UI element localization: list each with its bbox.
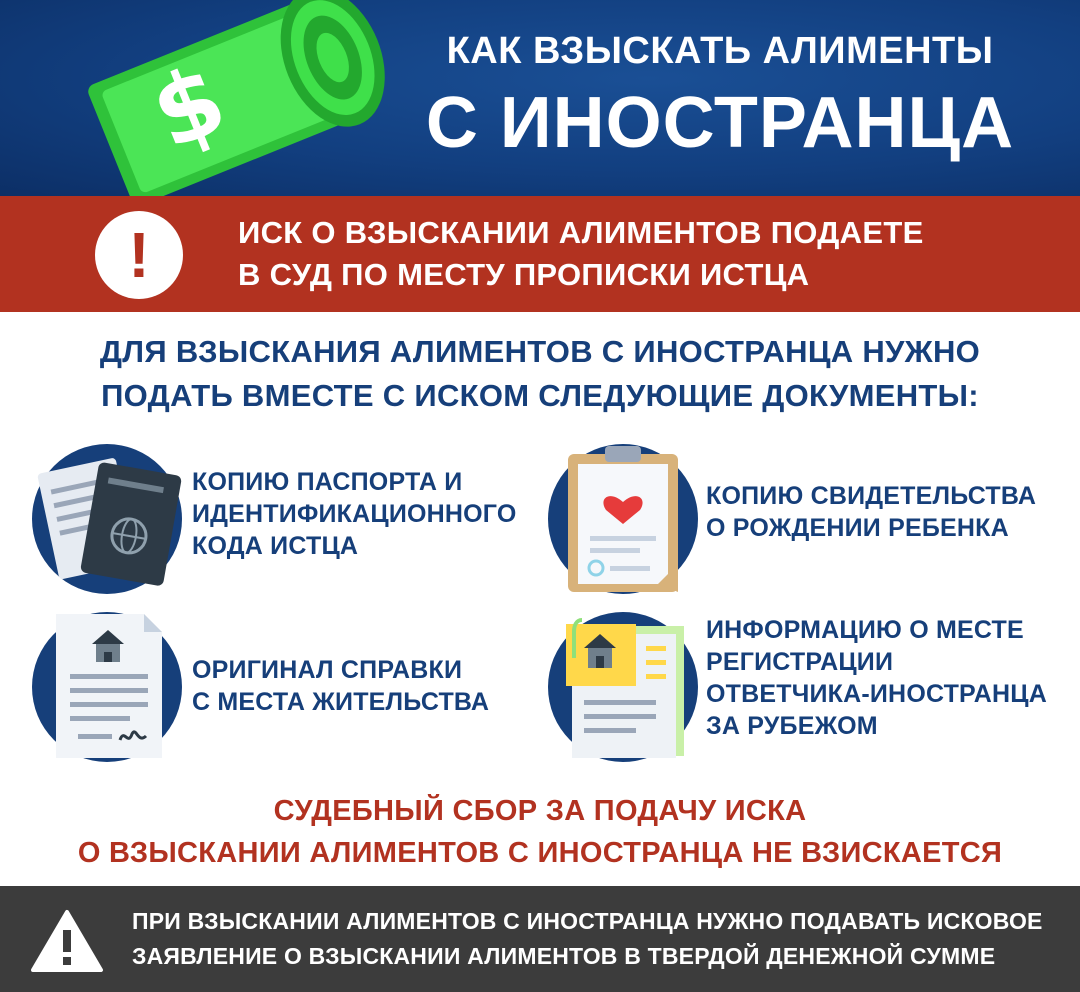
document-label-registration-info: ИНФОРМАЦИЮ О МЕСТЕ РЕГИСТРАЦИИ ОТВЕТЧИКА-ИНОСТРАНЦА ЗА РУБЕЖОМ <box>706 616 1047 740</box>
registration-info-icon <box>560 608 700 764</box>
warning-band <box>0 886 1080 992</box>
document-label-birth-certificate: КОПИЮ СВИДЕТЕЛЬСТВА О РОЖДЕНИИ РЕБЕНКА <box>706 482 1037 542</box>
notice-line-2: В СУД ПО МЕСТУ ПРОПИСКИ ИСТЦА <box>238 257 810 292</box>
fee-line-1: СУДЕБНЫЙ СБОР ЗА ПОДАЧУ ИСКА <box>273 795 807 827</box>
header-banner <box>0 0 1080 196</box>
document-item-registration-info <box>540 608 1080 768</box>
exclamation-icon: ! <box>95 211 183 299</box>
document-label-passport: КОПИЮ ПАСПОРТА И ИДЕНТИФИКАЦИОННОГО КОДА ИСТЦА <box>192 468 517 560</box>
documents-intro <box>40 330 1040 418</box>
document-label-residence-certificate: ОРИГИНАЛ СПРАВКИ С МЕСТА ЖИТЕЛЬСТВА <box>192 656 490 716</box>
notice-band <box>0 196 1080 312</box>
warning-line-1: ПРИ ВЗЫСКАНИИ АЛИМЕНТОВ С ИНОСТРАНЦА НУЖНО ПОДАВАТЬ ИСКОВОЕ <box>132 908 1043 934</box>
title-line-1: КАК ВЗЫСКАТЬ АЛИМЕНТЫ <box>446 30 994 72</box>
fee-note <box>40 790 1040 874</box>
warning-line-2: ЗАЯВЛЕНИЕ О ВЗЫСКАНИИ АЛИМЕНТОВ В ТВЕРДОЙ ДЕНЕЖНОЙ СУММЕ <box>132 943 996 969</box>
document-item-residence-certificate <box>0 608 540 768</box>
svg-text:$: $ <box>136 42 241 172</box>
title-line-2: С ИНОСТРАНЦА <box>425 83 1015 163</box>
passport-icon <box>30 440 190 600</box>
money-roll-icon <box>60 0 420 196</box>
fee-line-2: О ВЗЫСКАНИИ АЛИМЕНТОВ С ИНОСТРАНЦА НЕ ВЗИСКАЕТСЯ <box>77 837 1003 869</box>
document-item-birth-certificate <box>540 440 1080 600</box>
birth-certificate-icon <box>550 440 700 600</box>
warning-triangle-icon <box>30 908 104 974</box>
intro-line-2: ПОДАТЬ ВМЕСТЕ С ИСКОМ СЛЕДУЮЩИЕ ДОКУМЕНТЫ: <box>101 378 979 413</box>
warning-text <box>132 904 1062 974</box>
residence-certificate-icon <box>46 608 176 764</box>
notice-text <box>238 212 1038 296</box>
intro-line-1: ДЛЯ ВЗЫСКАНИЯ АЛИМЕНТОВ С ИНОСТРАНЦА НУЖНО <box>99 334 981 369</box>
notice-line-1: ИСК О ВЗЫСКАНИИ АЛИМЕНТОВ ПОДАЕТЕ <box>238 215 924 250</box>
document-item-passport <box>0 440 540 600</box>
